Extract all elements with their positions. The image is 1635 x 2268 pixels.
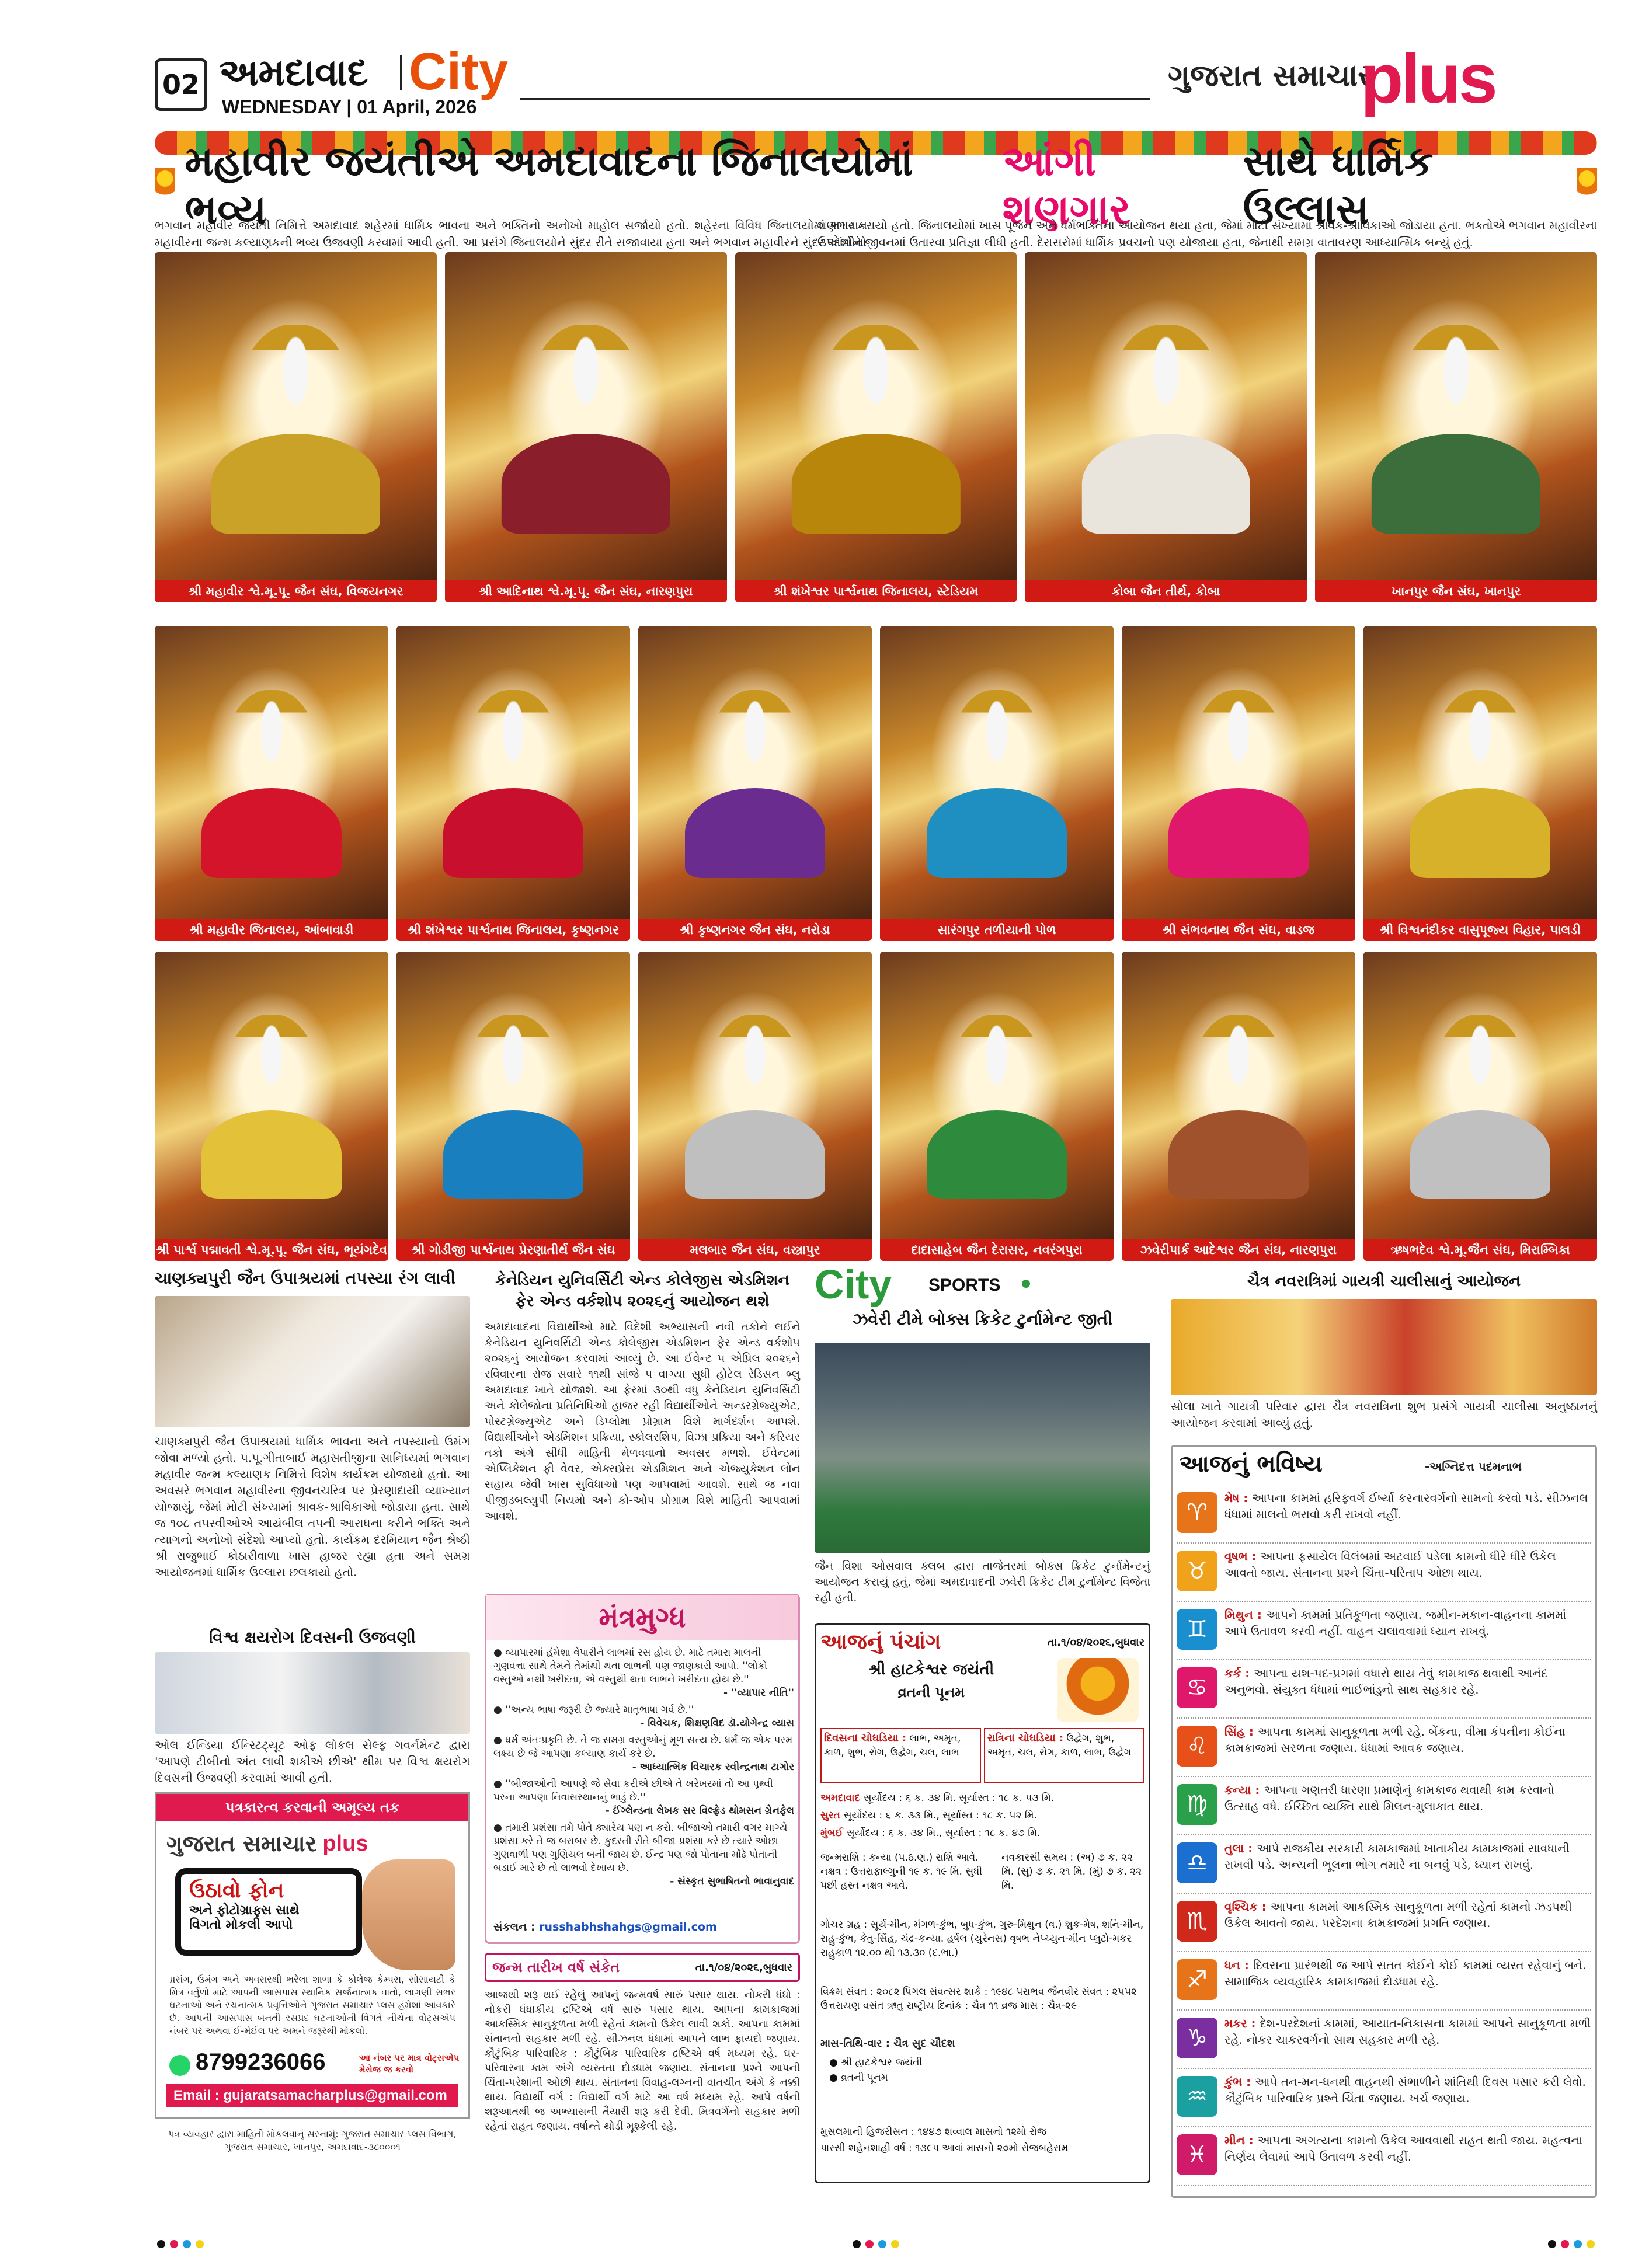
- mantra-author: - આધ્યાત્મિક વિચારક રવીન્દ્રનાથ ટાગોર: [632, 1761, 794, 1773]
- ad-phone-number[interactable]: 8799236066: [196, 2049, 326, 2075]
- ad-body: પ્રસંગ, ઉમંગ અને અવસરથી ભરેલા શાળા કે કોલેજ કેમ્પસ, સોસાયટી કે મિત્ર વર્તુળો માટે આપની આસપાસ સ્થાનિક સર્જનાત્મક વાતો, લાગણી સભર ઘટનાઓ અને રચનાત્મક પ્રવૃત્તિઓને ગુજરાત સમાચાર પ્લસ હંમેશાં આવકારે છે. આપની આસપાસ બનતી રસપ્રદ ઘટનાઓની વિગતે નીચેના વોટ્સએપ નંબર પર અથવા ઈ-મેઈલ પર અમને જરૂરથી મોકલો.: [169, 1974, 455, 2036]
- zodiac-icon: ♈: [1177, 1492, 1217, 1533]
- idol-image: [1363, 952, 1597, 1239]
- photo-caption: શ્રી આદિનાથ શ્વે.મૂ.પૂ. જૈન સંઘ, નારણપુરા: [445, 580, 727, 602]
- mantra-author: - ઈંગ્લેન્ડના લેખક સર વિલ્ફ્રેડ થોમસન ગ્રેનફેલ: [605, 1805, 794, 1817]
- horoscope-text: કર્ક : આપના યશ-પદ-પ્રગમાં વધારો થાય તેવું કામકાજ થવાથી આનંદ અનુભવો. સંયુક્ત ધંધામાં ભાઈભાંડુનો સાથ સહકાર રહે.: [1224, 1666, 1548, 1696]
- mantra-item: [493, 1821, 794, 1889]
- panchang-header: [820, 1629, 1144, 1656]
- mantra-author: - સંસ્કૃત સુભાષિતનો ભાવાનુવાદ: [670, 1876, 794, 1887]
- temple-photo: [638, 952, 872, 1261]
- gayatri-title: ચૈત્ર નવરાત્રિમાં ગાયત્રી ચાલીસાનું આયોજન: [1247, 1272, 1521, 1290]
- ad-footnote: પત્ર વ્યવહાર દ્વારા માહિતી મોકલવાનું સરનામું: ગુજરાત સમાચાર પ્લસ વિભાગ, ગુજરાત સમાચાર, ખાનપુર, અમદાવાદ-૩૮૦૦૦૧: [168, 2128, 457, 2152]
- idol-figure: [945, 1015, 1048, 1199]
- horoscope-row: [1177, 1663, 1591, 1719]
- birthday-body: આજથી શરૂ થઈ રહેલું આપનું જન્મવર્ષ સારું પસાર થાય. નોકરી ધંધો : નોકરી ધંધાકીય દ્રષ્ટિએ વર્ષ સારું પસાર થાય. આપના કામકાજમાં આકસ્મિક સાનુકૂળતા મળી રહેતાં કામનો ઉકેલ લાવી શકો. આપના કામમાં સંતાનનો સહકાર મળી રહે. સીઝનલ ધંધામાં આપને લાભ ફાયદો જણાય. કૌટુંબિક પારિવારિક : કૌટુંબિક પારિવારિક દ્રષ્ટિએ વર્ષ મધ્યમ રહે. ઘર-પરિવારના કામ અંગે વ્યસ્તતા દોડધામ જણાય. સંતાનના પ્રશ્ને આપની ચિંતા-પરેશાની ઓછી થાય. સંતાનના વિવાહ-લગ્નની વાતચીત અંગે કે નક્કી થાય. વિદ્યાર્થી વર્ગ : વિદ્યાર્થી વર્ગ માટે આ વર્ષ મધ્યમ રહે. આપે વર્ષની શરૂઆતથી જ અભ્યાસની તૈયારી શરૂ કરી દેવી. મિત્રવર્ગનો સહકાર મળી રહેતાં રાહત જણાય. વર્ષાન્તે થોડી મૂશ્કેલી રહે.: [485, 1989, 800, 2133]
- lead-paragraph-left: ભગવાન મહાવીર જયંતી નિમિત્તે અમદાવાદ શહેરમાં ધાર્મિક ભાવના અને ભક્તિનો અનોખો માહોલ સર્જાયો હતો. શહેરના વિવિધ જિનાલયોમાં ભગવાન મહાવીરના જન્મ કલ્યાણકની ભવ્ય ઉજવણી કરવામાં આવી હતી. આ પ્રસંગે જિનાલયોને સુંદર રીતે સજાવાયા હતા અને ભગવાન મહાવીરને સુંદર આંગીનો: [155, 218, 867, 249]
- mantra-text: ● ''બીજાઓની આપણે જે સેવા કરીએ છીએ તે ખરેખરમાં તો આ પૃથ્વી પરના આપણા નિવાસસ્થાનનું ભાડું છે.'': [493, 1778, 773, 1803]
- article-tb-body: ઓલ ઈન્ડિયા ઈન્સ્ટિટ્યૂટ ઓફ લોકલ સેલ્ફ ગવર્નમેન્ટ દ્વારા 'આપણે ટીબીનો અંત લાવી શકીએ છીએ' થીમ પર વિશ્વ ક્ષયરોગ દિવસની ઉજવણી કરવામાં આવી હતી.: [155, 1738, 470, 1785]
- photo-caption: કોબા જૈન તીર્થ, કોબા: [1025, 580, 1307, 602]
- page-number: 02: [155, 58, 207, 111]
- parsi-year: પારસી શહેનશાહી વર્ષ : ૧૩૯૫ આવાં માસનો ૨૦મો રોજબહેરામ: [820, 2142, 1069, 2154]
- idol-image: [1315, 252, 1597, 580]
- article-canadian-title: કેનેડિયન યુનિવર્સિટી એન્ડ કોલેજીસ એડમિશન ફેર એન્ડ વર્કશોપ ૨૦૨૬નું આયોજન થશે: [495, 1271, 789, 1310]
- mantra-title: મંત્રમુગ્ધ: [486, 1595, 798, 1640]
- brand-logo: ગુજરાત સમાચાર: [1168, 58, 1374, 93]
- zodiac-icon: ♍: [1177, 1784, 1217, 1825]
- panchang-festival: શ્રી હાટકેશ્વર જયંતી: [868, 1661, 994, 1678]
- temple-photo: [1363, 952, 1597, 1261]
- photo-caption: શ્રી મહાવીર જિનાલય, આંબાવાડી: [155, 919, 388, 941]
- ganesha-icon: [1057, 1658, 1139, 1722]
- birthday-title: જન્મ તારીખ વર્ષ સંકેત: [492, 1959, 620, 1976]
- photo-caption: શ્રી વિશ્વનંદીકર વાસુપૂજ્ય વિહાર, પાલડી: [1363, 919, 1597, 941]
- idol-image: [155, 952, 388, 1239]
- idol-image: [638, 952, 872, 1239]
- zodiac-icon: ♊: [1177, 1609, 1217, 1650]
- temple-photo: [155, 626, 388, 941]
- temple-photo: [880, 952, 1114, 1261]
- idol-image: [155, 252, 437, 580]
- horoscope-text: મકર : દેશ-પરદેશનાં કામમાં, આયાત-નિકાસના કામમાં આપને સાનુકૂળતા મળી રહે. નોકર ચાકરવર્ગનો સાથ સહકાર મળી રહે.: [1224, 2016, 1591, 2047]
- navkarsi: નવકારસી સમય : (અ) ૭ ક. ૨૨ મિ. (સુ) ૭ ક. ૨૧ મિ. (મું) ૭ ક. ૨૨ મિ.: [1001, 1852, 1142, 1891]
- panchang-title: આજનું પંચાંગ: [820, 1630, 941, 1654]
- article-chanakyapuri-title: ચાણક્યપુરી જૈન ઉપાશ્રયમાં તપસ્યા રંગ લાવી: [155, 1269, 455, 1288]
- cricket-team-photo: [815, 1343, 1150, 1553]
- temple-photo: [735, 252, 1017, 602]
- horoscope-row: [1177, 1779, 1591, 1835]
- temple-photo: [1025, 252, 1307, 602]
- article-tb-title: વિશ્વ ક્ષયરોગ દિવસની ઉજવણી: [209, 1628, 416, 1647]
- diya-icon: [155, 168, 175, 203]
- zodiac-icon: ♌: [1177, 1726, 1217, 1767]
- photo-caption: શ્રી સંભવનાથ જૈન સંઘ, વાડજ: [1122, 919, 1355, 941]
- horoscope-text: વૃષભ : આપના ફસાયેલ વિલંબમાં અટવાઈ પડેલા કામનો ધીરે ધીરે ઉકેલ આવતો જાય. સંતાનના પ્રશ્ને ચિંતા-પરિતાપ ઓછા થાય.: [1224, 1549, 1556, 1580]
- idol-figure: [1104, 325, 1228, 535]
- idol-figure: [704, 690, 806, 877]
- headline-part1: મહાવીર જયંતીએ અમદાવાદના જિનાલયોમાં ભવ્ય: [185, 137, 913, 234]
- sports-label: SPORTS: [928, 1276, 1001, 1295]
- horoscope-row: [1177, 2071, 1591, 2127]
- idol-figure: [704, 1015, 806, 1199]
- sports-city: City: [815, 1262, 892, 1307]
- idol-image: [638, 626, 872, 919]
- idol-figure: [220, 1015, 323, 1199]
- temple-photo: [396, 626, 630, 941]
- temple-photo: [1315, 252, 1597, 602]
- idol-image: [1122, 952, 1355, 1239]
- idol-figure: [945, 690, 1048, 877]
- gayatri-body: સોલા ખાતે ગાયત્રી પરિવાર દ્વારા ચૈત્ર નવરાત્રિના શુભ પ્રસંગે ગાયત્રી ચાલીસા અનુષ્ઠાનનું આયોજન કરવામાં આવ્યું હતું.: [1171, 1399, 1597, 1430]
- idol-image: [445, 252, 727, 580]
- panchang-festival2: વ્રતની પૂનમ: [897, 1684, 965, 1701]
- idol-figure: [1429, 1015, 1532, 1199]
- mantra-author: - ''વ્યાપાર નીતિ'': [723, 1687, 794, 1699]
- mantra-text: ● ધર્મ અંતઃપ્રકૃતિ છે. તે જ સમગ્ર વસ્તુઓનું મૂળ સત્ય છે. ધર્મ જ એક પરમ લક્ષ્ય છે જે આપણા કલ્યાણ કાર્ય કરે છે.: [493, 1734, 793, 1760]
- mantra-text: ● તમારી પ્રશંસા તમે પોતે ક્યારેય પણ ન કરો. બીજાઓ તમારી વગર માગ્યે પ્રશંસા કરે તે જ બરાબર છે. કુદરતી રીતે બીજા પ્રશંસા કરે છે ત્યારે ઓછા ગુણવાળી પણ ગુણિયલ બની જાય છે. ઈન્દ્ર પણ જો પોતાના મોંઢે પોતાની બડાઈ મારે છે તો લાભવો દેખાય છે.: [493, 1822, 788, 1874]
- zodiac-icon: ♓: [1177, 2134, 1217, 2175]
- whatsapp-icon: [169, 2055, 190, 2076]
- city-sun-row: મુંબઈ સૂર્યોદય : ૬ ક. ૩૪ મિ., સૂર્યાસ્ત : ૧૮ ક. ૪૭ મિ.: [820, 1827, 1041, 1839]
- panchang-date: તા.૧/૦૪/૨૦૨૬,બુધવાર: [1047, 1636, 1144, 1649]
- masthead-divider: [400, 55, 402, 90]
- ad-brand: ગુજરાત સમાચાર plus: [166, 1826, 458, 1861]
- print-registration-dots: [155, 2236, 1597, 2253]
- idol-image: [880, 952, 1114, 1239]
- photo-caption: દાદાસાહેબ જૈન દેરાસર, નવરંગપુરા: [880, 1239, 1114, 1261]
- temple-photo: [1363, 626, 1597, 941]
- vikram-samvat: વિક્રમ સંવત : ૨૦૮૨ પિંગલ સંવત્સર શાકે : ૧૯૪૮ પરાભવ જૈનવીર સંવત : ૨૫૫૨ ઉત્તરાયણ વસંત ઋતુ રાષ્ટ્રીય દિનાંક : ચૈત્ર ૧૧ વ્રજ માસ : ચૈત્ર-૨૯: [820, 1986, 1137, 2012]
- zodiac-icon: ♉: [1177, 1551, 1217, 1591]
- mantra-email-line: સંકલન : russhabhshahgs@gmail.com: [493, 1921, 717, 1933]
- horoscope-text: કન્યા : આપના ગણતરી ધારણા પ્રમાણેનું કામકાજ થવાથી કામ કરવાનો ઉત્સાહ વધે. ઈચ્છિત વ્યક્તિ સાથે મિલન-મુલાકાત થાય.: [1224, 1783, 1555, 1813]
- idol-image: [880, 626, 1114, 919]
- horoscope-row: [1177, 1604, 1591, 1660]
- idol-figure: [1429, 690, 1532, 877]
- photo-caption: મલબાર જૈન સંઘ, વસ્ત્રાપુર: [638, 1239, 872, 1261]
- masthead-rule: [520, 98, 1150, 100]
- horoscope-row: [1177, 1896, 1591, 1952]
- zodiac-icon: ♎: [1177, 1842, 1217, 1883]
- zodiac-icon: ♐: [1177, 1959, 1217, 2000]
- mantra-item: [493, 1734, 794, 1774]
- gayatri-photo: [1171, 1299, 1597, 1395]
- section-title-english: City: [409, 43, 509, 101]
- horoscope-text: મીન : આપના અગત્યના કામનો ઉકેલ આવવાથી રાહત થતી જાય. મહત્વના નિર્ણય લેવામાં આપે ઉતાવળ કરવી નહીં.: [1224, 2133, 1583, 2164]
- zodiac-icon: ♑: [1177, 2018, 1217, 2058]
- city-sun-row: અમદાવાદ સૂર્યોદય : ૬ ક. ૩૪ મિ. સૂર્યાસ્ત : ૧૮ ક. ૫૩ મિ.: [820, 1792, 1055, 1804]
- idol-image: [1025, 252, 1307, 580]
- masa-tithi: માસ-તિથિ-વાર : ચૈત્ર સુદ ચૌદશ: [820, 2037, 955, 2050]
- horoscope-text: ધન : દિવસના પ્રારંભથી જ આપે સતત કોઈને કોઈ કામમાં વ્યસ્ત રહેવાનું બને. સામાજિક વ્યવહારિક કામકાજમાં દોડધામ રહે.: [1224, 1958, 1587, 1988]
- horoscope-row: [1177, 1546, 1591, 1602]
- section-title-gujarati: અમદાવાદ: [219, 51, 368, 95]
- horoscope-text: તુલા : આપે રાજકીય સરકારી કામકાજમાં ખાતાકીય કામકાજમાં સાવધાની રાખવી પડે. અન્યની ભૂલના ભોગ તમારે ના બનવું પડે, ધ્યાન રાખવું.: [1224, 1841, 1570, 1872]
- article-canadian-body: અમદાવાદના વિદ્યાર્થીઓ માટે વિદેશી અભ્યાસની નવી તકોને લઈને કેનેડિયન યુનિવર્સિટી એન્ડ કોલેજીસ એડમિશન ફેર એન્ડ વર્કશોપ ૨૦૨૬નું આયોજન કરવામાં આવ્યું છે. આ ઈવેન્ટ ૫ એપ્રિલ ૨૦૨૬ને રવિવારના રોજ સવારે ૧૧થી સાંજે ૫ વાગ્યા સુધી હોટેલ રેડિસન બ્લુ અમદાવાદ ખાતે યોજાશે. આ ફેરમાં ૩૦થી વધુ કેનેડિયન યુનિવર્સિટી અને કોલેજોના પ્રતિનિધિઓ હાજર રહી વિદ્યાર્થીઓને અન્ડરગ્રેજ્યુએટ, પોસ્ટગ્રેજ્યુએટ અને ડિપ્લોમા પ્રોગ્રામ વિશે માર્ગદર્શન આપશે. વિદ્યાર્થીઓને એડમિશન પ્રક્રિયા, સ્કોલરશિપ, વિઝા પ્રક્રિયા અને કરિયર તકો અંગે સીધી માહિતી મેળવવાનો અવસર મળશે. ઈવેન્ટમાં એપ્લિકેશન ફી વેવર, એક્સપ્રેસ એડમિશન અને એજ્યુકેશન લોન સહાય જેવી ખાસ સુવિધાઓ પણ આપવામાં આવશે. સાથે જ નવા પીજીડબલ્યુપી નિયમો અને કો-ઓપ પ્રોગ્રામ વિશે માહિતી આપવામાં આવશે.: [485, 1321, 800, 1523]
- horoscope-text: મિથુન : આપને કામમાં પ્રતિકૂળતા જણાય. જમીન-મકાન-વાહનના કામમાં આપે ઉતાવળ કરવી નહીં. વાહન ચલાવવામાં ધ્યાન રાખવું.: [1224, 1608, 1567, 1638]
- mantra-item: [493, 1646, 794, 1700]
- mantra-email[interactable]: russhabhshahgs@gmail.com: [539, 1921, 717, 1933]
- photo-caption: શ્રી પાર્શ્વ પદ્માવતી શ્વે.મૂ.પૂ. જૈન સંઘ, ભૂયંગદેવ: [155, 1239, 388, 1261]
- mantra-item: [493, 1778, 794, 1818]
- masa-items: [829, 2055, 1144, 2090]
- horoscope-row: [1177, 2130, 1591, 2186]
- temple-photo: [155, 252, 437, 602]
- temple-photo: [445, 252, 727, 602]
- mantra-item: [493, 1703, 794, 1730]
- lead-paragraph-right: શણગાર કરાયો હતો. જિનાલયોમાં ખાસ પૂજન અને ધર્મભક્તિના આયોજન થયા હતા, જેમાં મોટી સંખ્યામાં શ્રાવક-શ્રાવિકાઓ જોડાયા હતા. ભક્તોએ ભગવાન મહાવીરના ઉપદેશોને જીવનમાં ઉતારવા પ્રતિજ્ઞા લીધી હતી. દેરાસરોમાં ધાર્મિક પ્રવચનો પણ યોજાયા હતા, જેનાથી સમગ્ર વાતાવરણ આધ્યાત્મિક બન્યું હતું.: [818, 218, 1597, 249]
- photo-caption: ખાનપુર જૈન સંઘ, ખાનપુર: [1315, 580, 1597, 602]
- idol-figure: [524, 325, 648, 535]
- temple-photo: [155, 952, 388, 1261]
- photo-caption: શ્રી શંખેશ્વર પાર્શ્વનાથ જિનાલય, કૃષ્ણનગર: [396, 919, 630, 941]
- photo-caption: સારંગપુર તળીયાની પોળ: [880, 919, 1114, 941]
- idol-figure: [462, 1015, 565, 1199]
- photo-caption: ઋષભદેવ શ્વે.મૂ.જૈન સંઘ, મિરામ્બિકા: [1363, 1239, 1597, 1261]
- idol-image: [396, 952, 630, 1239]
- zodiac-icon: ♒: [1177, 2076, 1217, 2117]
- mantra-text: ● ''અન્ય ભાષા જરૂરી છે જ્યારે માતૃભાષા ગર્વ છે.'': [493, 1704, 694, 1716]
- horoscope-text: મેષ : આપના કામમાં હરિફવર્ગ ઈર્ષ્યા કરનારવર્ગનો સામનો કરવો પડે. સીઝનલ ધંધામાં માલનો ભરાવો કરી રાખવો નહીં.: [1224, 1491, 1588, 1521]
- horoscope-title: આજનું ભવિષ્ય: [1180, 1451, 1323, 1478]
- temple-photo: [396, 952, 630, 1261]
- phone-illustration: ઉઠાવો ફોન અને ફોટોગ્રાફ્સ સાથે વિગતો મોકલી આપો: [175, 1868, 362, 1956]
- photo-caption: શ્રી કૃષ્ણનગર જૈન સંઘ, નરોડા: [638, 919, 872, 941]
- zodiac-icon: ♋: [1177, 1667, 1217, 1708]
- ad-phone-note: આ નંબર પર માત્ર વોટ્સએપ મેસેજ જ કરવો: [359, 2053, 460, 2075]
- hand-illustration: [362, 1859, 455, 1970]
- sports-body: જૈન વિશા ઓસવાલ ક્લબ દ્વારા તાજેતરમાં બોક્સ ક્રિકેટ ટુર્નામેન્ટનું આયોજન કરાયું હતું, જેમાં અમદાવાદની ઝવેરી ક્રિકેટ ટીમ ટુર્નામેન્ટ વિજેતા રહી હતી.: [815, 1560, 1150, 1604]
- horoscope-text: સિંહ : આપના કામમાં સાનુકૂળતા મળી રહે. બેંકના, વીમા કંપનીના કોઈના કામકાજમાં સરળતા જણાય. ધંધામાં આવક જણાય.: [1224, 1724, 1566, 1755]
- photo-caption: શ્રી ગોડીજી પાર્શ્વનાથ પ્રેરણાતીર્થ જૈન સંઘ: [396, 1239, 630, 1261]
- photo-caption: શ્રી મહાવીર શ્વે.મૂ.પૂ. જૈન સંઘ, વિજયનગર: [155, 580, 437, 602]
- idol-image: [1363, 626, 1597, 919]
- temple-photo: [880, 626, 1114, 941]
- masa-item: ● શ્રી હાટકેશ્વર જયંતી: [829, 2057, 923, 2068]
- idol-figure: [1394, 325, 1518, 535]
- idol-image: [1122, 626, 1355, 919]
- tb-day-photo: [155, 1652, 470, 1734]
- horoscope-author: -અગ્નિદત્ત પદમનાભ: [1425, 1459, 1522, 1473]
- photo-caption: શ્રી શંખેશ્વર પાર્શ્વનાથ જિનાલય, સ્ટેડિયમ: [735, 580, 1017, 602]
- headline-highlight: આંગી શણગાર: [1002, 137, 1131, 234]
- temple-photo: [638, 626, 872, 941]
- mantra-list: [493, 1646, 794, 1915]
- ad-banner: પત્રકારત્વ કરવાની અમૂલ્ય તક: [156, 1794, 468, 1821]
- sunrise-sunset-list: [820, 1789, 1144, 1848]
- temple-photo: [1122, 952, 1355, 1261]
- sports-title: ઝવેરી ટીમે બોક્સ ક્રિકેટ ટુર્નામેન્ટ જીતી: [852, 1309, 1113, 1329]
- article-chanakyapuri-body: ચાણક્યપુરી જૈન ઉપાશ્રયમાં ધાર્મિક ભાવના અને તપસ્યાનો ઉમંગ જોવા મળ્યો હતો. પ.પૂ.ગીતાબાઈ મહાસતીજીના સાનિધ્યમાં ભગવાન મહાવીર જન્મ કલ્યાણક નિમિત્તે વિશેષ કાર્યક્રમ યોજાયો હતો. આ અવસરે ભગવાન મહાવીરના જીવનચરિત્ર પર પ્રેરણાદાયી વ્યાખ્યાન યોજાયું, જેમાં મોટી સંખ્યામાં શ્રાવક-શ્રાવિકાઓ જોડાયા હતા. સાથે જ ૧૦૮ તપસ્વીઓએ આયંબીલ તપની આરાધના કરીને ભક્તિ અને ત્યાગનો અનોખો સંદેશો આપ્યો હતો. કાર્યક્રમ દરમિયાન જૈન શ્રેષ્ઠી શ્રી રાજુભાઈ કોઠારીવાળા ખાસ હાજર રહ્યા હતા અને સમગ્ર આયોજનમાં ધાર્મિક ઉલ્લાસ છલકાયો હતો.: [155, 1434, 470, 1579]
- horoscope-text: કુંભ : આપે તન-મન-ધનથી વાહનથી સંભાળીને શાંતિથી દિવસ પસાર કરી લેવો. કૌટુંબિક પારિવારિક પ્રશ્ને ચિંતા જણાય. ખર્ચ જણાય.: [1224, 2075, 1586, 2105]
- zodiac-icon: ♏: [1177, 1901, 1217, 1942]
- mantra-author: - વિવેચક, શિક્ષણવિદ ડૉ.યોગેન્દ્ર વ્યાસ: [640, 1717, 794, 1729]
- idol-image: [155, 626, 388, 919]
- horoscope-row: [1177, 2013, 1591, 2069]
- horoscope-row: [1177, 1955, 1591, 2011]
- sports-dot-icon: [1022, 1280, 1030, 1288]
- headline-part2: સાથે ધાર્મિક ઉલ્લાસ: [1243, 137, 1434, 234]
- photo-caption: ઝવેરીપાર્ક આદેશ્વર જૈન સંઘ, નારણપુરા: [1122, 1239, 1355, 1261]
- diya-icon: [1577, 168, 1597, 203]
- mantra-text: ● વ્યાપારમાં હંમેશા વેપારીને લાભમાં રસ હોય છે. માટે તમારા માલની ગુણવત્તા સાથે તેમને તેમાંથી થતા લાભની પણ જાણકારી આપો. ''લોકો વસ્તુઓ નથી ખરીદતા, એ વસ્તુથી થતા લાભને ખરીદતા હોય છે.'': [493, 1647, 768, 1685]
- idol-figure: [814, 325, 938, 535]
- birthday-date: તા.૧/૦૪/૨૦૨૬,બુધવાર: [695, 1961, 792, 1974]
- idol-figure: [234, 325, 357, 535]
- horoscope-row: [1177, 1721, 1591, 1777]
- horoscope-row: [1177, 1838, 1591, 1894]
- masa-item: ● વ્રતની પૂનમ: [829, 2072, 888, 2084]
- night-choghadiya: રાત્રિના ચોઘડિયા : ઉદ્વેગ, શુભ, અમૃત, ચલ, રોગ, કાળ, લાભ, ઉદ્વેગ: [984, 1728, 1144, 1783]
- chanakyapuri-photo: [155, 1296, 470, 1427]
- day-choghadiya: દિવસના ચોઘડિયા : લાભ, અમૃત, કાળ, શુભ, રોગ, ઉદ્વેગ, ચલ, લાભ: [820, 1728, 981, 1783]
- temple-photo: [1122, 626, 1355, 941]
- horoscope-row: [1177, 1487, 1591, 1544]
- idol-figure: [1187, 690, 1290, 877]
- idol-figure: [462, 690, 565, 877]
- idol-figure: [1187, 1015, 1290, 1199]
- gochar: ગોચર ગ્રહ : સૂર્ય-મીન, મંગળ-કુંભ, બુધ-કુંભ, ગુરુ-મિથુન (વ.) શુક્ર-મેષ, શનિ-મીન, રાહુ-કુંભ, કેતુ-સિંહ, ચંદ્ર-કન્યા. હર્ષલ (યુરેનસ) વૃષભ નેપ્ચ્યુન-મીન પ્લુટો-મકર રાહુકાળ ૧૨.૦૦ થી ૧૩.૩૦ (દ.ભા.): [820, 1919, 1144, 1959]
- ad-email[interactable]: Email : gujaratsamacharplus@gmail.com: [166, 2084, 458, 2107]
- birthday-header: [485, 1953, 800, 1982]
- brand-plus-logo: plus: [1361, 40, 1495, 118]
- idol-image: [735, 252, 1017, 580]
- dateline: WEDNESDAY | 01 April, 2026: [222, 96, 477, 117]
- city-sun-row: સુરત સૂર્યોદય : ૬ ક. ૩૩ મિ., સૂર્યાસ્ત : ૧૮ ક. ૫૨ મિ.: [820, 1810, 1038, 1821]
- muslim-hijri: મુસલમાની હિજરીસન : ૧૪૪૭ શવ્વાલ માસનો ૧૨મો રોજ: [820, 2126, 1046, 2138]
- idol-image: [396, 626, 630, 919]
- idol-figure: [220, 690, 323, 877]
- horoscope-text: વૃશ્ચિક : આપના કામમાં આકસ્મિક સાનુકૂળતા મળી રહેતાં કામનો ઝડપથી ઉકેલ આવતો જાય. પરદેશના કામકાજમાં પ્રગતિ જણાય.: [1224, 1900, 1573, 1930]
- janmarashi: જન્મરાશિ : કન્યા (પ.ઠ.ણ.) રાશિ આવે. નક્ષત્ર : ઉત્તરાફાલ્ગુની ૧૯ ક. ૧૯ મિ. સુધી પછી હસ્ત નક્ષત્ર આવે.: [820, 1852, 983, 1891]
